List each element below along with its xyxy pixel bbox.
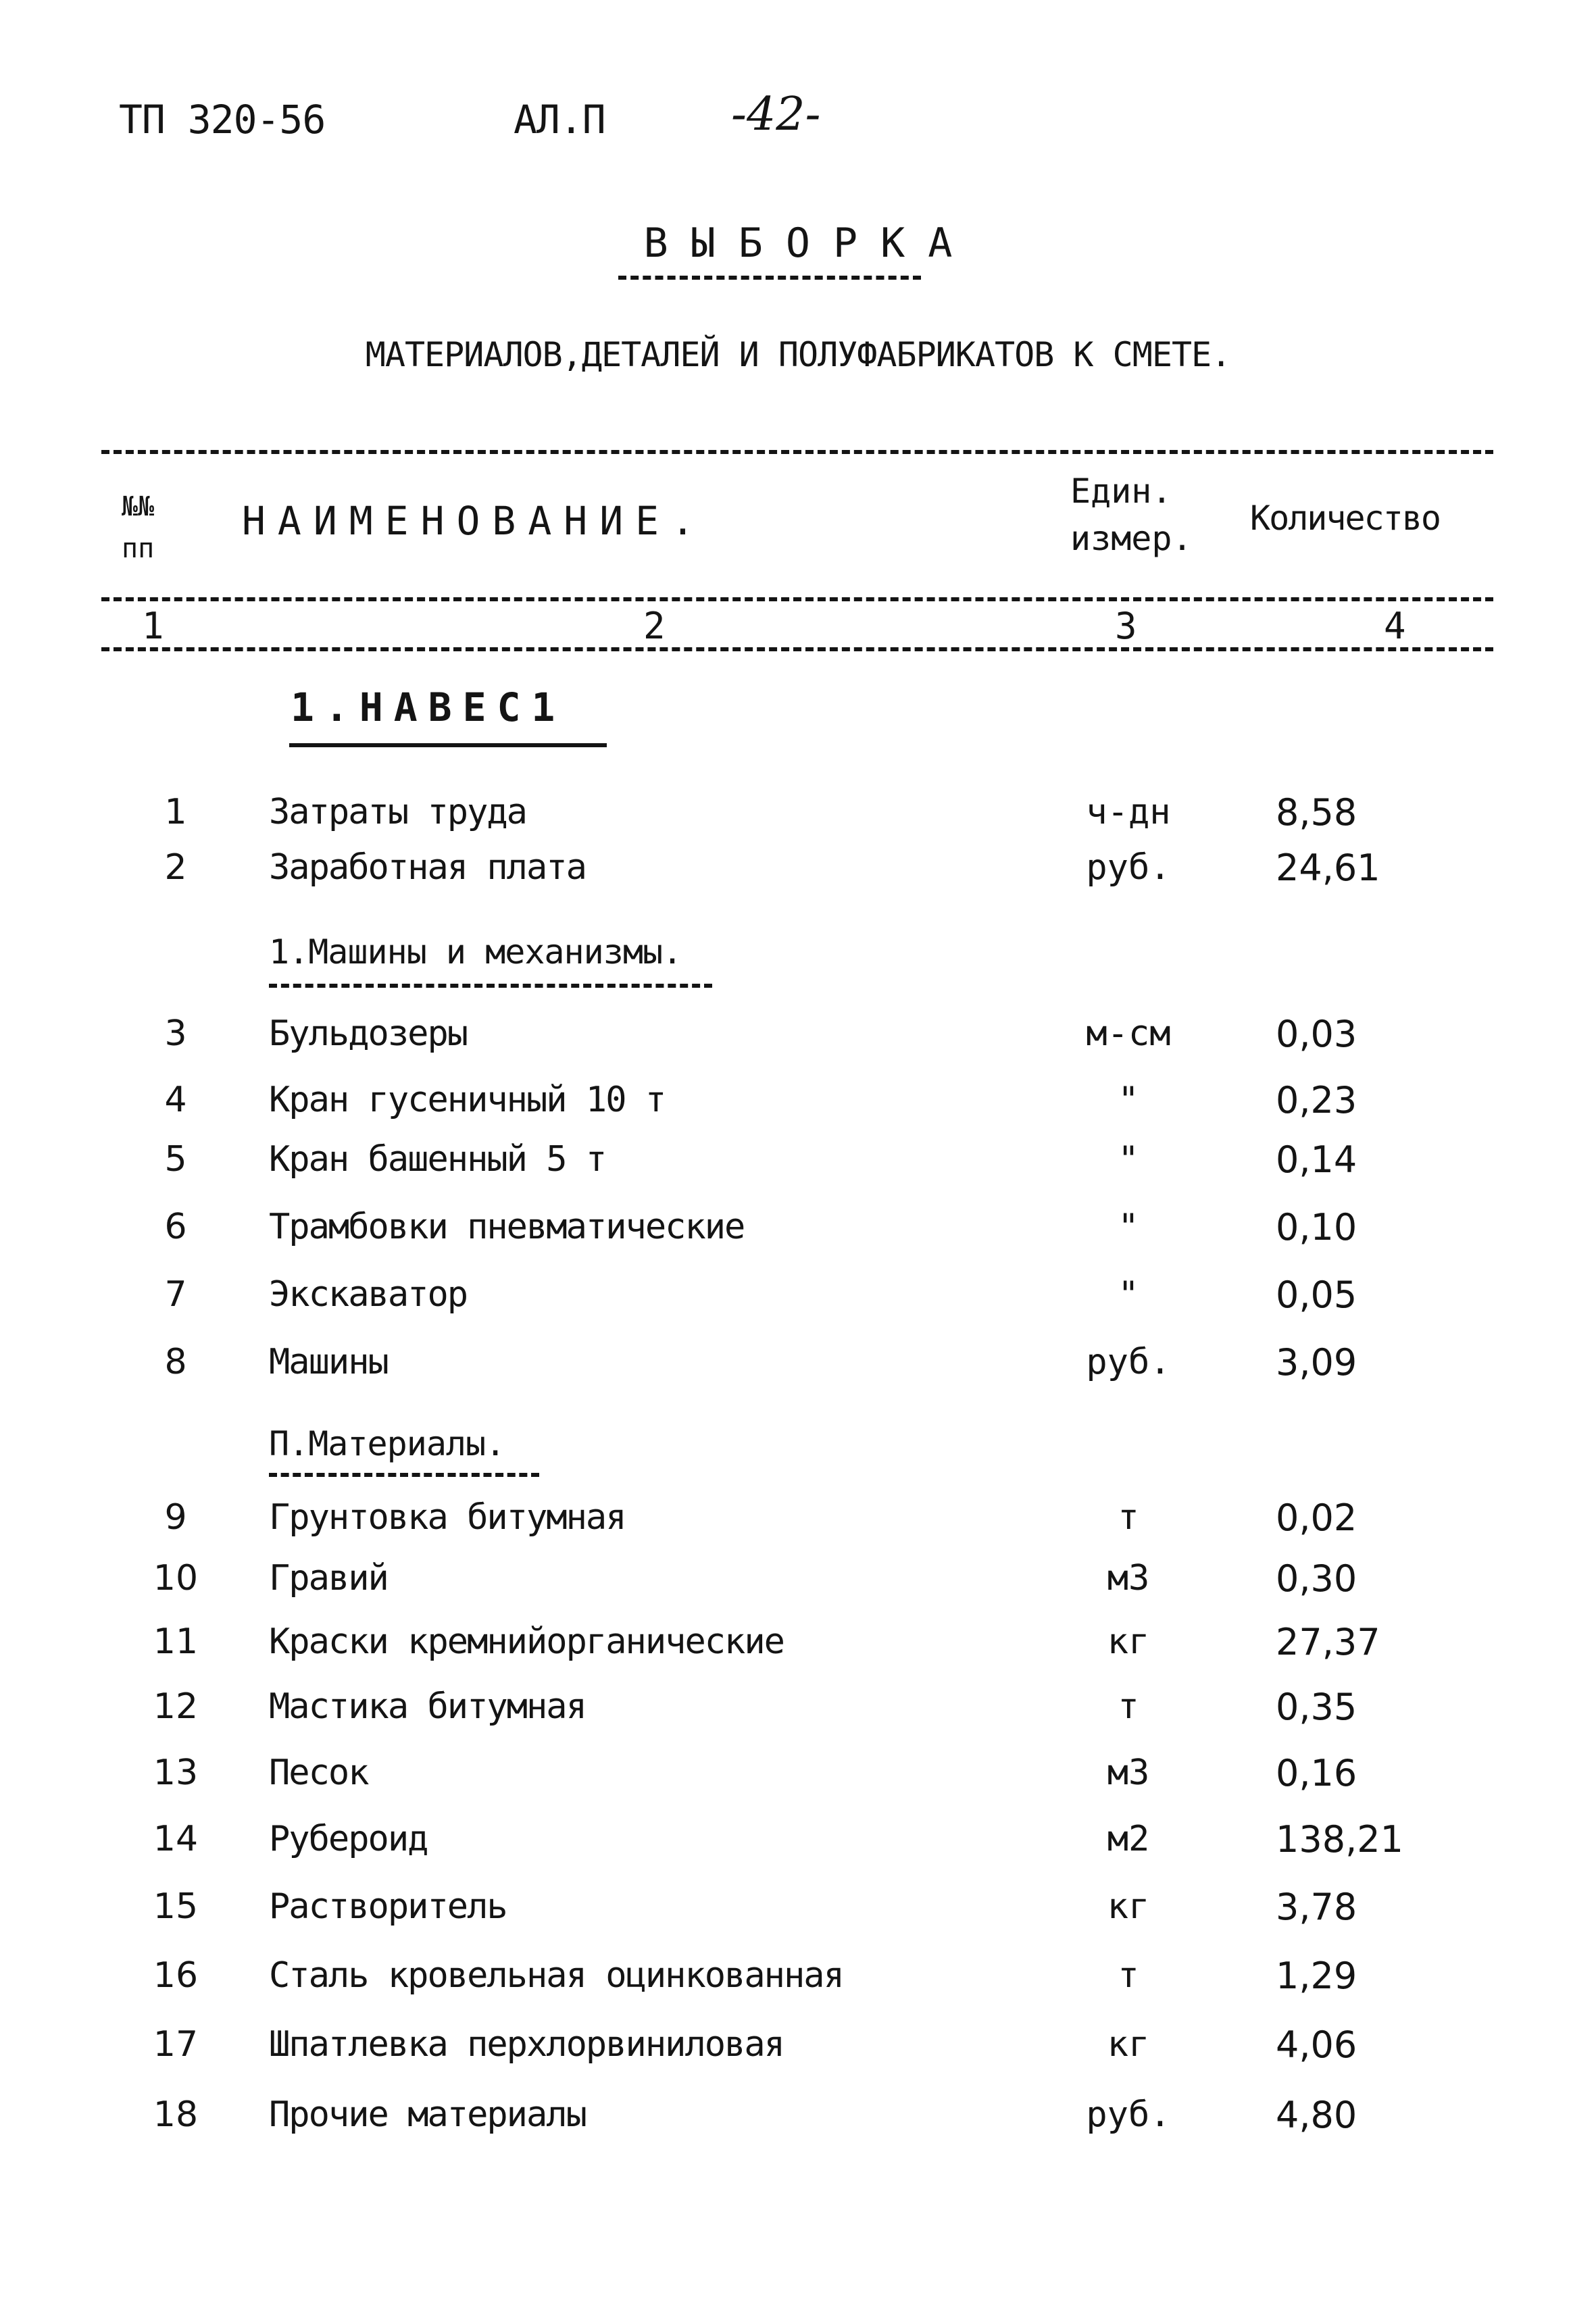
col-qty-header: Количество <box>1250 499 1441 538</box>
row-name: Сталь кровельная оцинкованная <box>269 1955 843 1996</box>
table-row <box>0 1557 1596 1615</box>
row-number: 3 <box>164 1013 187 1054</box>
col-unit-header-line2: измер. <box>1070 519 1193 558</box>
table-row <box>0 1686 1596 1743</box>
table-row <box>0 1752 1596 1809</box>
row-quantity: 27,37 <box>1276 1621 1380 1663</box>
row-quantity: 4,80 <box>1276 2094 1357 2136</box>
row-quantity: 3,09 <box>1276 1341 1357 1384</box>
row-quantity: 1,29 <box>1276 1955 1357 1997</box>
row-number: 13 <box>153 1753 199 1793</box>
section-title: 1.НАВЕС1 <box>291 684 566 730</box>
row-name: Растворитель <box>269 1886 507 1927</box>
col-number-1: 1 <box>142 605 164 647</box>
row-number: 1 <box>164 792 187 832</box>
row-unit: т <box>1118 1955 1139 1996</box>
row-name: Кран башенный 5 т <box>269 1139 606 1180</box>
row-unit: кг <box>1107 2024 1150 2065</box>
row-unit: " <box>1118 1139 1139 1180</box>
row-name: Рубероид <box>269 1819 428 1859</box>
row-quantity: 0,16 <box>1276 1752 1357 1794</box>
document-title: ВЫБОРКА <box>643 220 976 267</box>
row-quantity: 0,10 <box>1276 1206 1357 1249</box>
row-unit: м3 <box>1107 1753 1150 1793</box>
document-code: ТП 320-56 <box>119 97 326 143</box>
row-number: 5 <box>164 1139 187 1180</box>
row-number: 12 <box>153 1686 199 1727</box>
page-number: -42- <box>731 88 821 141</box>
table-row <box>0 1818 1596 1876</box>
row-name: Заработная плата <box>269 847 586 888</box>
table-row <box>0 2023 1596 2081</box>
col-name-header: НАИМЕНОВАНИЕ. <box>242 498 707 544</box>
row-name: Песок <box>269 1753 368 1793</box>
row-name: Кран гусеничный 10 т <box>269 1080 666 1120</box>
row-quantity: 8,58 <box>1276 791 1357 834</box>
row-quantity: 0,30 <box>1276 1557 1357 1600</box>
col-num-header-line2: пп <box>122 533 155 564</box>
row-number: 18 <box>153 2094 199 2135</box>
row-quantity: 3,78 <box>1276 1886 1357 1928</box>
sheet-code: АЛ.П <box>514 97 605 143</box>
row-name: Гравий <box>269 1558 388 1599</box>
row-number: 6 <box>164 1207 187 1247</box>
row-unit: м3 <box>1107 1558 1150 1599</box>
row-name: Грунтовка битумная <box>269 1497 626 1538</box>
row-name: Трамбовки пневматические <box>269 1207 745 1247</box>
row-name: Затраты труда <box>269 792 526 832</box>
row-unit: кг <box>1107 1886 1150 1927</box>
row-quantity: 0,03 <box>1276 1013 1357 1055</box>
row-number: 4 <box>164 1080 187 1120</box>
row-name: Краски кремнийорганические <box>269 1621 784 1662</box>
table-row <box>0 2094 1596 2151</box>
row-number: 10 <box>153 1558 199 1599</box>
table-row <box>0 1496 1596 1554</box>
row-unit: " <box>1118 1274 1139 1315</box>
row-unit: м2 <box>1107 1819 1150 1859</box>
document-subtitle: МАТЕРИАЛОВ,ДЕТАЛЕЙ И ПОЛУФАБРИКАТОВ К СМЕТЕ. <box>365 335 1231 374</box>
col-number-4: 4 <box>1384 605 1406 647</box>
row-quantity: 0,05 <box>1276 1274 1357 1316</box>
row-name: Мастика битумная <box>269 1686 586 1727</box>
row-number: 8 <box>164 1342 187 1382</box>
row-number: 2 <box>164 847 187 888</box>
row-number: 17 <box>153 2024 199 2065</box>
row-number: 16 <box>153 1955 199 1996</box>
table-row <box>0 1621 1596 1678</box>
row-quantity: 0,14 <box>1276 1138 1357 1181</box>
col-number-2: 2 <box>643 605 666 647</box>
row-unit: " <box>1118 1080 1139 1120</box>
row-unit: т <box>1118 1497 1139 1538</box>
row-name: Экскаватор <box>269 1274 468 1315</box>
row-unit: руб. <box>1086 847 1171 888</box>
row-name: Машины <box>269 1342 388 1382</box>
row-unit: руб. <box>1086 2094 1171 2135</box>
row-unit: руб. <box>1086 1342 1171 1382</box>
row-quantity: 0,35 <box>1276 1686 1357 1728</box>
row-unit: ч-дн <box>1086 792 1171 832</box>
row-number: 15 <box>153 1886 199 1927</box>
row-number: 9 <box>164 1497 187 1538</box>
row-unit: кг <box>1107 1621 1150 1662</box>
row-quantity: 138,21 <box>1276 1818 1403 1861</box>
row-name: Шпатлевка перхлорвиниловая <box>269 2024 784 2065</box>
row-name: Прочие материалы <box>269 2094 586 2135</box>
row-unit: м-см <box>1086 1013 1171 1054</box>
row-name: Бульдозеры <box>269 1013 468 1054</box>
table-row <box>0 1886 1596 1943</box>
table-row <box>0 1955 1596 2012</box>
col-number-3: 3 <box>1115 605 1137 647</box>
col-num-header-line1: №№ <box>122 491 155 522</box>
col-unit-header-line1: Един. <box>1070 472 1172 511</box>
row-number: 11 <box>153 1621 199 1662</box>
row-quantity: 0,23 <box>1276 1079 1357 1122</box>
row-unit: " <box>1118 1207 1139 1247</box>
machines-heading: 1.Машины и механизмы. <box>269 932 682 972</box>
row-number: 7 <box>164 1274 187 1315</box>
row-quantity: 4,06 <box>1276 2023 1357 2066</box>
row-number: 14 <box>153 1819 199 1859</box>
row-quantity: 0,02 <box>1276 1496 1357 1539</box>
materials-heading: П.Материалы. <box>269 1424 505 1463</box>
row-quantity: 24,61 <box>1276 847 1380 889</box>
row-unit: т <box>1118 1686 1139 1727</box>
